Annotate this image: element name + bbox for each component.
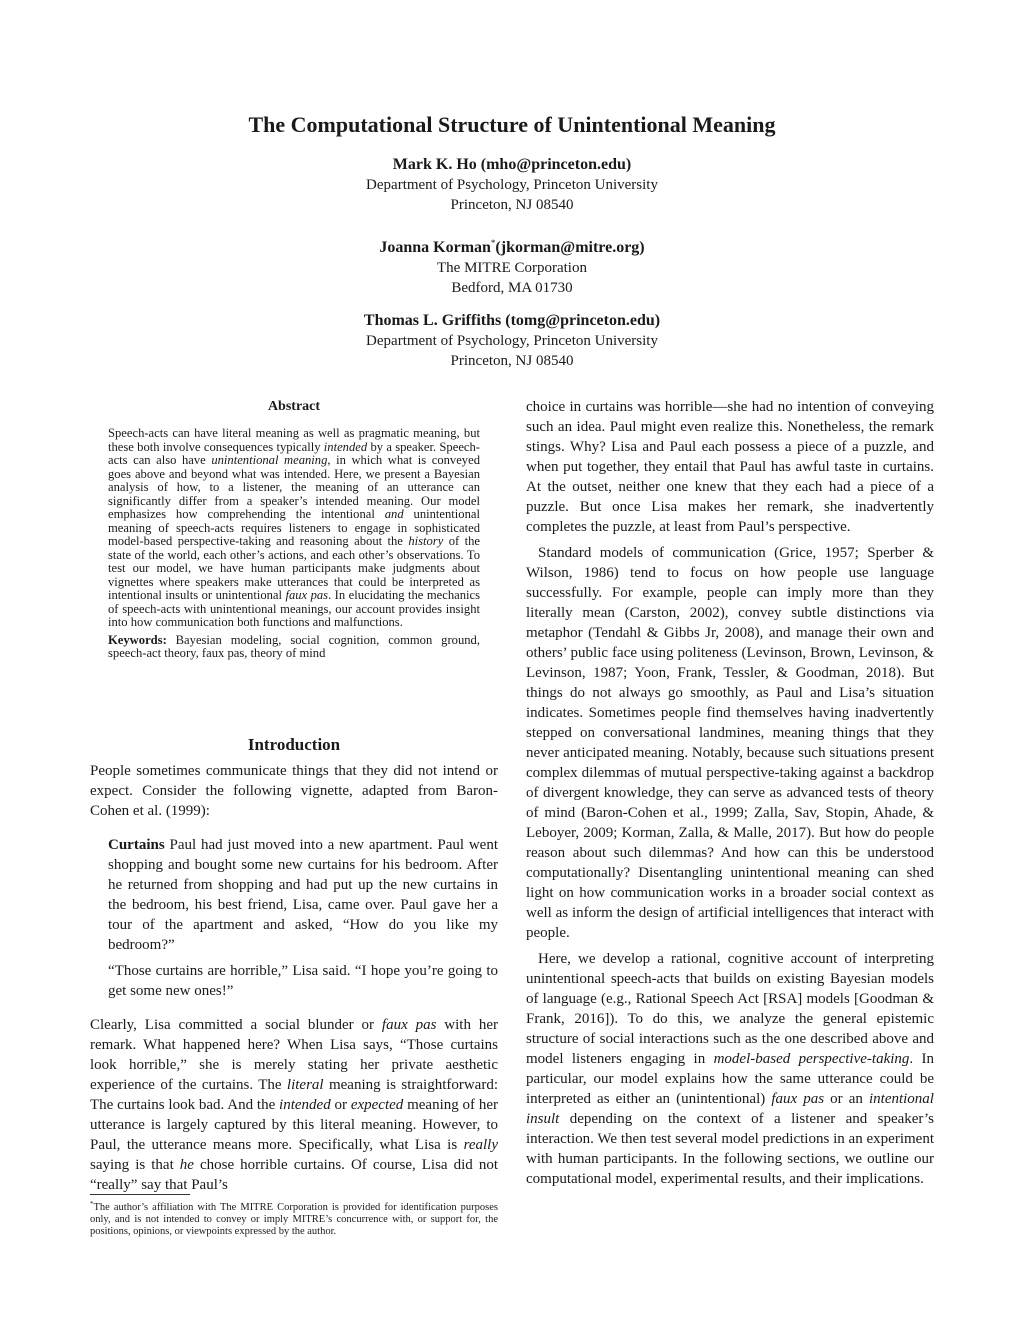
intro-paragraph: People sometimes communicate things that they did not intend or expect. Consider the following vignette, adapted from Baron-Cohen et al. (1999):	[90, 763, 498, 819]
author-name: Thomas L. Griffiths (tomg@princeton.edu)	[363, 312, 661, 329]
abstract-text: Speech-acts can have literal meaning as well as pragmatic meaning, but these both involve consequences typically intended by a speaker. Speech-acts can also have unintentional meaning, in which what is conveyed goes above and beyond what was intended. Here, we present a Bayesian analysis of how, to a listener, the meaning of an utterance can significantly differ from a speaker’s intended meaning. Our model emphasizes how comprehending the intentional and unintentional meaning of speech-acts requires listeners to engage in sophisticated model-based perspective-taking and reasoning about the history of the state of the world, each other’s actions, and each other’s observations. To test our model, we have human participants make judgments about vignettes where speakers make utterances that could be interpreted as intentional insults or unintentional faux pas. In elucidating the mechanics of speech-acts with unintentional meanings, our account provides insight into how communication both functions and malfunctions.	[108, 426, 480, 629]
vignette-paragraph: Curtains Paul had just moved into a new apartment. Paul went shopping and bought some new curtains for his bedroom. After he returned from shopping and had put up the new curtains in the bedroom, his best friend, Lisa, came over. Paul gave her a tour of the apartment and asked, “How do you like my bedroom?”	[108, 837, 498, 953]
author-affiliation: Department of Psychology, Princeton University	[366, 177, 658, 193]
arxiv-stamp	[2, 370, 56, 955]
author-address: Princeton, NJ 08540	[450, 197, 574, 213]
right-column	[526, 397, 934, 1189]
body-paragraph: Here, we develop a rational, cognitive account of interpreting unintentional speech-acts that builds on existing Bayesian models of language (e.g., Rational Speech Act [RSA] models [Goodman & Frank, 2016]). To do this, we analyze the general epistemic structure of social interactions such as the one described above and model listeners engaging in model-based perspective-taking. In particular, our model explains how the same utterance could be interpreted as either an (unintentional) faux pas or an intentional insult depending on the context of a listener and speaker’s interaction. We then test several model predictions in an experiment with human participants. In the following sections, we outline our computational model, experimental results, and their implications.	[526, 951, 934, 1187]
author-affiliation: Department of Psychology, Princeton University	[366, 333, 658, 349]
body-paragraph: Standard models of communication (Grice, 1957; Sperber & Wilson, 1986) tend to focus on how people use language successfully. For example, people can imply more than they literally mean (Carston, 2002), convey subtle distinctions via metaphor (Tendahl & Gibbs Jr, 2008), and manage their own and others’ public face using politeness (Levinson, Brown, Levinson, & Levinson, 1987; Yoon, Frank, Tessler, & Goodman, 2018). But things do not always go smoothly, as Paul and Lisa’s situation indicates. Sometimes people find themselves having inadvertently stepped on conversational landmines, meaning things that they never anticipated meaning. Notably, because such situations present complex dilemmas of mutual perspective-taking against a backdrop of divergent knowledge, they can serve as advanced tests of theory of mind (Baron-Cohen et al., 1999; Zalla, Sav, Stopin, Ahade, & Leboyer, 2009; Korman, Zalla, & Malle, 2017). But how do people reason about such dilemmas? And how can this be understood computationally? Disentangling unintentional meaning can shed light on how communication works in a broader social context as well as inform the design of artificial intelligences that interact with people.	[526, 545, 934, 941]
abstract-heading: Abstract	[267, 399, 321, 414]
author-address: Princeton, NJ 08540	[450, 353, 574, 369]
author-address: Bedford, MA 01730	[451, 280, 573, 296]
vignette-quote: “Those curtains are horrible,” Lisa said. “I hope you’re going to get some new ones!”	[108, 963, 498, 999]
author-affiliation: The MITRE Corporation	[437, 260, 587, 276]
section-heading-introduction: Introduction	[247, 735, 341, 754]
footnote-divider	[90, 1194, 190, 1195]
footnote-marker: *	[490, 238, 496, 248]
intro-paragraph: Clearly, Lisa committed a social blunder or faux pas with her remark. What happened here? When Lisa says, “Those curtains look horrible,” she is merely stating her private aesthetic experience of the curtains. The literal meaning is straightforward: The curtains look bad. And the intended or expected meaning of her utterance is largely captured by this literal meaning. However, to Paul, the utterance means more. Specifically, what Lisa is really saying is that he chose horrible curtains. Of course, Lisa did not “really” say that Paul’s	[90, 1017, 498, 1193]
footnote: *The author’s affiliation with The MITRE Corporation is provided for identification purposes only, and is not intended to convey or imply MITRE’s concurrence with, or support for, the positions, opinions, or viewpoints expressed by the author.	[90, 1200, 498, 1237]
body-paragraph: choice in curtains was horrible—she had no intention of conveying such an idea. Paul might even realize this. Nonetheless, the remark stings. Why? Lisa and Paul each possess a piece of a puzzle, and when put together, they entail that Paul has awful taste in curtains. At the outset, neither one knew that they each had a piece of a puzzle. But once Lisa makes her remark, she inadvertently completes the puzzle, at least from Paul’s perspective.	[526, 399, 934, 535]
author-block-2	[0, 233, 1024, 298]
paper-title: The Computational Structure of Unintentional Meaning	[248, 112, 776, 137]
keywords: Keywords: Bayesian modeling, social cognition, common ground, speech-act theory, faux pas, theory of mind	[108, 632, 480, 660]
left-column	[90, 734, 498, 1195]
author-name: Joanna Korman*(jkorman@mitre.org)	[379, 238, 645, 256]
abstract	[108, 397, 480, 661]
author-block-3	[0, 311, 1024, 371]
author-block-1	[0, 155, 1024, 215]
author-name: Mark K. Ho (mho@princeton.edu)	[392, 156, 632, 173]
